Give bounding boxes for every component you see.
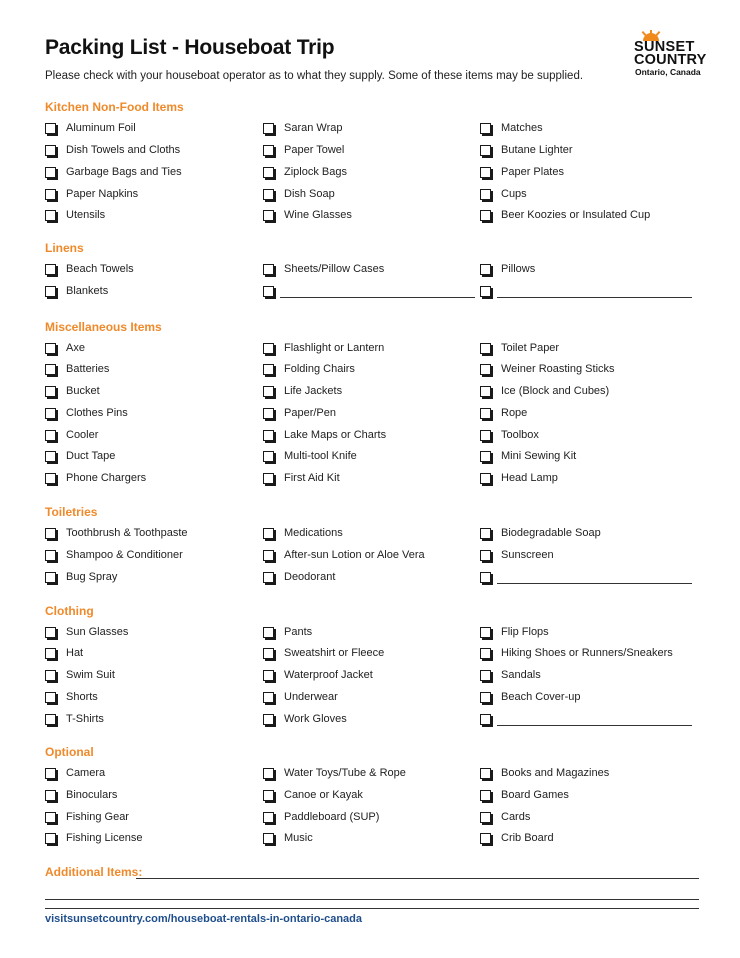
checkbox[interactable] <box>263 648 274 659</box>
checkbox[interactable] <box>480 528 491 539</box>
checklist-item[interactable] <box>45 262 134 276</box>
logo-word-sunset: SUNSET <box>634 39 695 55</box>
checkbox[interactable] <box>263 833 274 844</box>
checkbox[interactable] <box>480 386 491 397</box>
item-label: Board Games <box>501 789 569 801</box>
item-label: Wine Glasses <box>284 209 352 221</box>
checkbox[interactable] <box>480 430 491 441</box>
item-label: Matches <box>501 122 543 134</box>
item-label: Pillows <box>501 263 536 275</box>
checkbox[interactable] <box>45 286 56 297</box>
checkbox[interactable] <box>45 473 56 484</box>
checklist-item[interactable] <box>263 406 336 420</box>
checklist-item[interactable] <box>263 712 347 726</box>
checkbox[interactable] <box>45 692 56 703</box>
item-label: Toolbox <box>501 429 539 441</box>
item-label: Clothes Pins <box>66 407 128 419</box>
checklist-item[interactable] <box>45 712 104 726</box>
checkbox[interactable] <box>480 833 491 844</box>
checklist-item[interactable] <box>45 471 146 485</box>
item-label: Weiner Roasting Sticks <box>501 363 615 375</box>
item-label: Music <box>284 832 313 844</box>
checkbox[interactable] <box>45 167 56 178</box>
checklist-item[interactable] <box>263 449 357 463</box>
checkbox[interactable] <box>45 572 56 583</box>
item-label: Utensils <box>66 209 106 221</box>
checklist-item[interactable] <box>45 570 117 584</box>
item-label: Shorts <box>66 691 98 703</box>
checkbox[interactable] <box>480 692 491 703</box>
item-label: Folding Chairs <box>284 363 355 375</box>
item-label: Biodegradable Soap <box>501 527 601 539</box>
checkbox[interactable] <box>45 343 56 354</box>
item-label: Hiking Shoes or Runners/Sneakers <box>501 647 673 659</box>
item-label: Sandals <box>501 669 541 681</box>
item-label: Crib Board <box>501 832 554 844</box>
checkbox[interactable] <box>263 768 274 779</box>
footer-website-link[interactable]: visitsunsetcountry.com/houseboat-rentals-in-ontario-canada <box>45 913 363 925</box>
sunset-country-logo <box>634 30 707 86</box>
checklist-item[interactable] <box>480 262 535 276</box>
checklist-item[interactable] <box>263 810 379 824</box>
item-label: Hat <box>66 647 84 659</box>
item-label: Paddleboard (SUP) <box>284 811 380 823</box>
checklist-item[interactable] <box>480 788 569 802</box>
checklist-item[interactable] <box>45 187 138 201</box>
item-label: Sun Glasses <box>66 626 129 638</box>
item-label: Flashlight or Lantern <box>284 342 385 354</box>
write-in-line[interactable] <box>497 285 692 298</box>
checkbox[interactable] <box>263 572 274 583</box>
item-label: Flip Flops <box>501 626 549 638</box>
item-label: Multi-tool Knife <box>284 450 357 462</box>
checklist-item[interactable] <box>45 625 128 639</box>
item-label: First Aid Kit <box>284 472 340 484</box>
checklist-item[interactable] <box>263 548 425 562</box>
checkbox[interactable] <box>263 790 274 801</box>
checkbox[interactable] <box>480 572 491 583</box>
checkbox[interactable] <box>45 189 56 200</box>
checklist-item[interactable] <box>45 668 115 682</box>
page-title: Packing List - Houseboat Trip <box>45 36 335 59</box>
item-label: Water Toys/Tube & Rope <box>284 767 406 779</box>
item-label: Camera <box>66 767 106 779</box>
item-label: Garbage Bags and Ties <box>66 166 182 178</box>
item-label: Blankets <box>66 285 109 297</box>
section-title-misc: Miscellaneous Items <box>45 320 162 334</box>
checkbox[interactable] <box>480 768 491 779</box>
item-label: Cups <box>501 188 527 200</box>
item-label: Pants <box>284 626 313 638</box>
checklist-item[interactable] <box>263 143 344 157</box>
checkbox[interactable] <box>45 768 56 779</box>
checkbox[interactable] <box>45 264 56 275</box>
blank-checklist-item[interactable] <box>480 570 692 584</box>
checkbox[interactable] <box>480 473 491 484</box>
item-label: Paper Plates <box>501 166 564 178</box>
blank-checklist-item[interactable] <box>480 284 692 298</box>
checklist-item[interactable] <box>263 766 406 780</box>
checklist-item[interactable] <box>263 526 343 540</box>
checklist-item[interactable] <box>45 646 83 660</box>
item-label: Fishing Gear <box>66 811 129 823</box>
checklist-item[interactable] <box>45 690 98 704</box>
item-label: Phone Chargers <box>66 472 147 484</box>
checkbox[interactable] <box>480 210 491 221</box>
checkbox[interactable] <box>480 189 491 200</box>
item-label: Paper Napkins <box>66 188 139 200</box>
logo-word-country: COUNTRY <box>634 52 707 68</box>
checklist-item[interactable] <box>480 428 539 442</box>
section-title-kitchen: Kitchen Non-Food Items <box>45 100 184 114</box>
checkbox[interactable] <box>263 528 274 539</box>
checkbox[interactable] <box>263 692 274 703</box>
item-label: Books and Magazines <box>501 767 610 779</box>
checkbox[interactable] <box>480 123 491 134</box>
checklist-item[interactable] <box>480 121 543 135</box>
blank-checklist-item[interactable] <box>480 712 692 726</box>
checklist-item[interactable] <box>45 788 117 802</box>
checkbox[interactable] <box>45 364 56 375</box>
checklist-item[interactable] <box>263 831 313 845</box>
checklist-item[interactable] <box>45 406 128 420</box>
item-label: Beach Towels <box>66 263 134 275</box>
checklist-item[interactable] <box>45 208 105 222</box>
checkbox[interactable] <box>45 145 56 156</box>
item-label: Sweatshirt or Fleece <box>284 647 385 659</box>
checklist-item[interactable] <box>263 165 347 179</box>
checkbox[interactable] <box>45 833 56 844</box>
checkbox[interactable] <box>480 286 491 297</box>
checkbox[interactable] <box>45 648 56 659</box>
additional-items-label: Additional Items: <box>45 865 143 879</box>
checklist-item[interactable] <box>45 428 98 442</box>
item-label: Duct Tape <box>66 450 116 462</box>
checklist-item[interactable] <box>45 362 109 376</box>
item-label: Aluminum Foil <box>66 122 136 134</box>
checklist-item[interactable] <box>480 165 564 179</box>
checkbox[interactable] <box>45 627 56 638</box>
item-label: Medications <box>284 527 343 539</box>
checkbox[interactable] <box>480 343 491 354</box>
item-label: Butane Lighter <box>501 144 573 156</box>
checkbox[interactable] <box>263 430 274 441</box>
divider <box>45 908 699 909</box>
checkbox[interactable] <box>480 648 491 659</box>
checklist-item[interactable] <box>45 548 183 562</box>
checkbox[interactable] <box>263 473 274 484</box>
checkbox[interactable] <box>263 145 274 156</box>
checkbox[interactable] <box>480 550 491 561</box>
checkbox[interactable] <box>263 264 274 275</box>
checkbox[interactable] <box>45 430 56 441</box>
item-label: Ziplock Bags <box>284 166 347 178</box>
checkbox[interactable] <box>263 210 274 221</box>
checklist-item[interactable] <box>263 262 384 276</box>
section-title-linens: Linens <box>45 241 84 255</box>
checklist-item[interactable] <box>480 384 609 398</box>
checkbox[interactable] <box>480 627 491 638</box>
checkbox[interactable] <box>45 386 56 397</box>
checklist-item[interactable] <box>45 284 108 298</box>
item-label: Life Jackets <box>284 385 343 397</box>
item-label: Sheets/Pillow Cases <box>284 263 385 275</box>
checklist-item[interactable] <box>480 646 673 660</box>
checklist-item[interactable] <box>263 788 363 802</box>
checklist-item[interactable] <box>45 165 182 179</box>
checklist-item[interactable] <box>45 766 105 780</box>
checklist-item[interactable] <box>480 341 559 355</box>
checklist-item[interactable] <box>480 362 615 376</box>
checklist-item[interactable] <box>45 143 180 157</box>
item-label: Batteries <box>66 363 110 375</box>
item-label: Cards <box>501 811 531 823</box>
item-label: Underwear <box>284 691 338 703</box>
checkbox[interactable] <box>480 264 491 275</box>
checklist-item[interactable] <box>45 341 85 355</box>
section-title-clothing: Clothing <box>45 604 94 618</box>
checkbox[interactable] <box>263 343 274 354</box>
write-in-line[interactable] <box>280 285 475 298</box>
item-label: Head Lamp <box>501 472 558 484</box>
checklist-item[interactable] <box>480 668 541 682</box>
item-label: Sunscreen <box>501 549 554 561</box>
item-label: Toothbrush & Toothpaste <box>66 527 188 539</box>
item-label: Rope <box>501 407 528 419</box>
item-label: Paper Towel <box>284 144 345 156</box>
checklist-item[interactable] <box>45 449 115 463</box>
checklist-item[interactable] <box>45 526 188 540</box>
item-label: Shampoo & Conditioner <box>66 549 183 561</box>
checklist-item[interactable] <box>480 187 527 201</box>
checklist-item[interactable] <box>45 121 136 135</box>
checkbox[interactable] <box>45 123 56 134</box>
item-label: Beer Koozies or Insulated Cup <box>501 209 651 221</box>
checklist-item[interactable] <box>263 471 340 485</box>
item-label: Fishing License <box>66 832 143 844</box>
blank-checklist-item[interactable] <box>263 284 475 298</box>
checkbox[interactable] <box>263 714 274 725</box>
checklist-item[interactable] <box>263 625 312 639</box>
item-label: Ice (Block and Cubes) <box>501 385 610 397</box>
item-label: Bucket <box>66 385 100 397</box>
page-subtitle: Please check with your houseboat operator as to what they supply. Some of these items may be supplied. <box>45 70 584 82</box>
item-label: Dish Soap <box>284 188 335 200</box>
checklist-item[interactable] <box>480 831 554 845</box>
checkbox[interactable] <box>480 451 491 462</box>
checklist-item[interactable] <box>480 690 581 704</box>
checklist-item[interactable] <box>480 766 609 780</box>
section-title-toiletries: Toiletries <box>45 505 98 519</box>
checkbox[interactable] <box>45 528 56 539</box>
checklist-item[interactable] <box>480 548 554 562</box>
item-label: After-sun Lotion or Aloe Vera <box>284 549 425 561</box>
checklist-item[interactable] <box>263 121 343 135</box>
checkbox[interactable] <box>263 812 274 823</box>
checkbox[interactable] <box>263 386 274 397</box>
item-label: Dish Towels and Cloths <box>66 144 181 156</box>
item-label: Swim Suit <box>66 669 115 681</box>
checkbox[interactable] <box>45 550 56 561</box>
checklist-item[interactable] <box>45 384 100 398</box>
checkbox[interactable] <box>263 167 274 178</box>
checkbox[interactable] <box>263 670 274 681</box>
checklist-item[interactable] <box>263 341 384 355</box>
item-label: Lake Maps or Charts <box>284 429 387 441</box>
checklist-item[interactable] <box>45 810 129 824</box>
item-label: Binoculars <box>66 789 118 801</box>
checklist-item[interactable] <box>45 831 142 845</box>
write-in-line[interactable] <box>497 713 692 726</box>
item-label: Paper/Pen <box>284 407 336 419</box>
checklist-item[interactable] <box>263 646 384 660</box>
write-in-line[interactable] <box>497 571 692 584</box>
additional-items-line[interactable] <box>45 899 699 900</box>
checklist-item[interactable] <box>480 406 527 420</box>
checklist-item[interactable] <box>480 810 530 824</box>
checklist-item[interactable] <box>263 668 373 682</box>
checklist-item[interactable] <box>263 690 338 704</box>
checklist-item[interactable] <box>480 471 558 485</box>
checkbox[interactable] <box>263 408 274 419</box>
checkbox[interactable] <box>480 790 491 801</box>
logo-tagline: Ontario, Canada <box>635 67 701 77</box>
checkbox[interactable] <box>480 167 491 178</box>
additional-items-line[interactable] <box>136 878 699 879</box>
checkbox[interactable] <box>480 408 491 419</box>
checkbox[interactable] <box>263 286 274 297</box>
section-title-optional: Optional <box>45 745 94 759</box>
checklist-item[interactable] <box>480 449 576 463</box>
checkbox[interactable] <box>480 145 491 156</box>
checkbox[interactable] <box>45 451 56 462</box>
checklist-item[interactable] <box>263 384 342 398</box>
checklist-item[interactable] <box>263 428 386 442</box>
item-label: Saran Wrap <box>284 122 343 134</box>
item-label: Mini Sewing Kit <box>501 450 577 462</box>
checklist-item[interactable] <box>480 208 650 222</box>
item-label: Waterproof Jacket <box>284 669 373 681</box>
checkbox[interactable] <box>45 812 56 823</box>
checklist-item[interactable] <box>263 208 352 222</box>
checklist-item[interactable] <box>480 143 573 157</box>
checkbox[interactable] <box>480 364 491 375</box>
checkbox[interactable] <box>480 714 491 725</box>
checklist-item[interactable] <box>480 625 549 639</box>
checkbox[interactable] <box>263 189 274 200</box>
checkbox[interactable] <box>480 812 491 823</box>
item-label: Cooler <box>66 429 99 441</box>
checkbox[interactable] <box>45 408 56 419</box>
item-label: Canoe or Kayak <box>284 789 363 801</box>
item-label: Bug Spray <box>66 571 118 583</box>
checklist-item[interactable] <box>480 526 601 540</box>
checkbox[interactable] <box>263 123 274 134</box>
checkbox[interactable] <box>263 364 274 375</box>
checkbox[interactable] <box>45 714 56 725</box>
item-label: Work Gloves <box>284 713 347 725</box>
checklist-item[interactable] <box>263 570 335 584</box>
item-label: Axe <box>66 342 85 354</box>
item-label: Beach Cover-up <box>501 691 581 703</box>
item-label: Toilet Paper <box>501 342 560 354</box>
checkbox[interactable] <box>263 627 274 638</box>
checkbox[interactable] <box>480 670 491 681</box>
checkbox[interactable] <box>263 550 274 561</box>
checkbox[interactable] <box>45 790 56 801</box>
checklist-item[interactable] <box>263 362 355 376</box>
item-label: Deodorant <box>284 571 336 583</box>
item-label: T-Shirts <box>66 713 104 725</box>
checklist-item[interactable] <box>263 187 335 201</box>
checkbox[interactable] <box>263 451 274 462</box>
checkbox[interactable] <box>45 210 56 221</box>
checkbox[interactable] <box>45 670 56 681</box>
